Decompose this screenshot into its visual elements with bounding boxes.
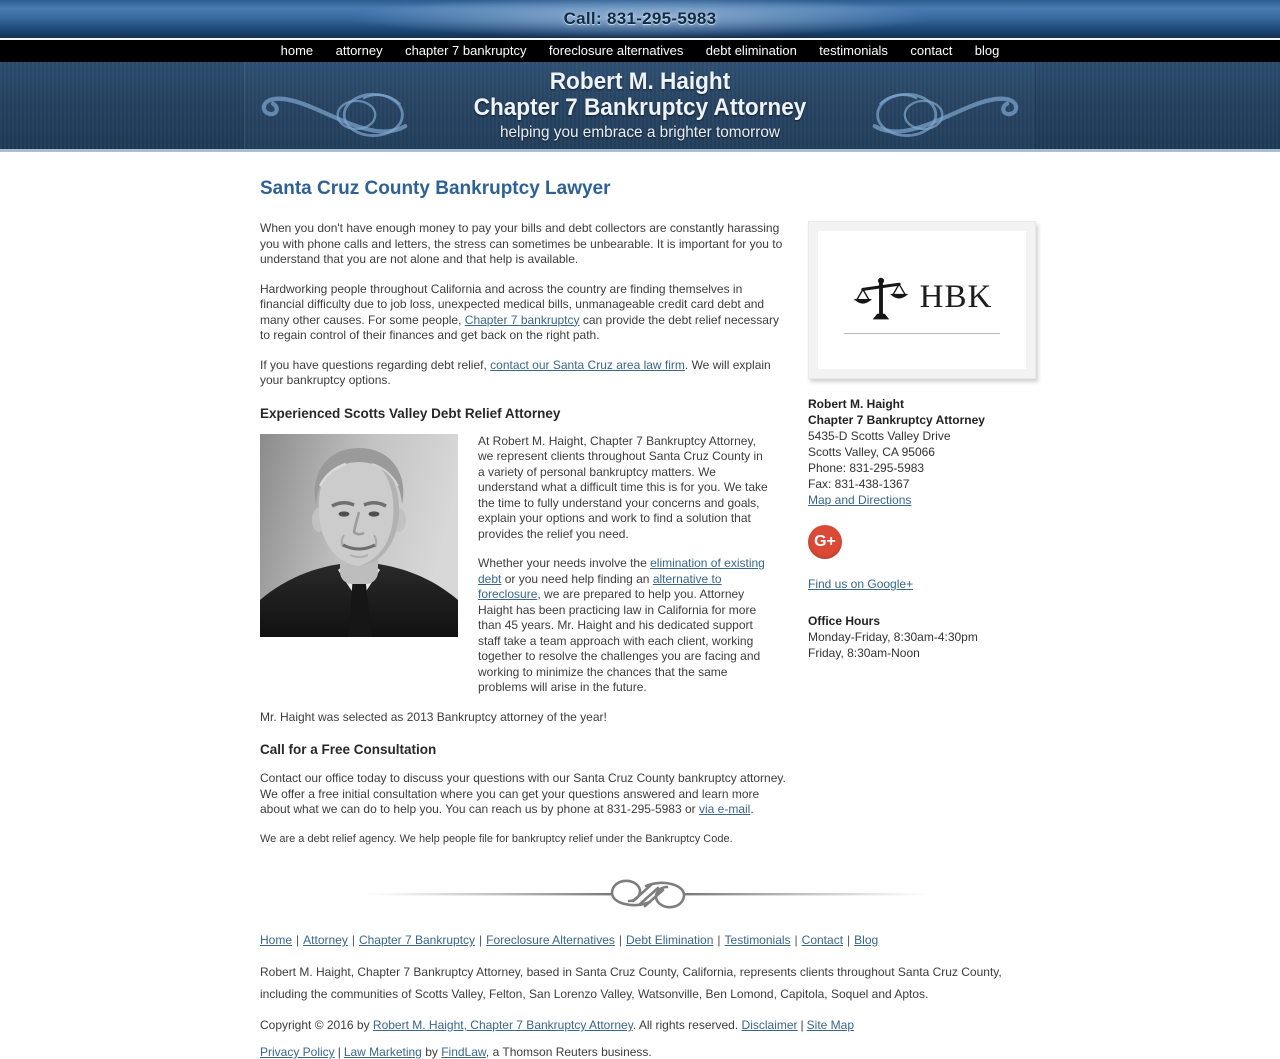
sitemap-link[interactable]: Site Map bbox=[806, 1018, 855, 1032]
nav-item-testimonials[interactable]: testimonials bbox=[819, 43, 888, 58]
attorney-paragraph-1: At Robert M. Haight, Chapter 7 Bankruptcy Attorney, we represent clients throughout Santa Cruz County in a variety of personal bankruptcy matters. We understand what a difficult time this is for you. We take the time to fully understand your concerns and goals, explain your options and work to find a solution that provides the relief you need. bbox=[478, 433, 768, 541]
privacy-line-text: by bbox=[421, 1045, 442, 1059]
firm-logo-text: HBK bbox=[919, 279, 993, 315]
law-marketing-link[interactable]: Law Marketing bbox=[343, 1045, 422, 1059]
nav-item-blog[interactable]: blog bbox=[974, 43, 1000, 58]
footer-about-text: Robert M. Haight, Chapter 7 Bankruptcy Attorney, based in Santa Cruz County, California, represents clients throughout Santa Cruz County, including the communities of Scotts Valley, Felton, San Lorenzo Valley, Watsonville, Ben Lomond, Capitola, Soquel and Aptos. bbox=[260, 965, 1002, 1001]
paragraph-text: , we are prepared to help you. Attorney Haight has been practicing law in California for more than 45 years. Mr. Haight and his dedicated support staff take a team approach with each client, working together to resolve the challenges you are facing and working to minimize the chances that the same problems will arise in the future. bbox=[478, 587, 761, 694]
top-call-bar bbox=[0, 0, 1280, 38]
separator: | bbox=[479, 933, 483, 947]
footer-link-testimonials[interactable]: Testimonials bbox=[724, 933, 791, 947]
copyright-line bbox=[260, 1018, 1036, 1032]
separator: | bbox=[847, 933, 851, 947]
separator: | bbox=[296, 933, 300, 947]
nav-item-home[interactable]: home bbox=[280, 43, 314, 58]
office-hours-weekdays: Monday-Friday, 8:30am-4:30pm bbox=[808, 630, 978, 644]
map-directions-link[interactable]: Map and Directions bbox=[808, 493, 912, 507]
debt-elimination-link[interactable]: elimination of existing debt bbox=[478, 556, 765, 586]
separator: | bbox=[337, 1045, 341, 1059]
paragraph-text: Whether your needs involve the bbox=[478, 556, 651, 570]
paragraph-text: If you have questions regarding debt relief, bbox=[260, 357, 491, 372]
paragraph-text: Contact our office today to discuss your questions with our Santa Cruz County bankruptcy attorney. We offer a free initial consultation where you can get your questions answered and learn more about what we can do to help you. You can reach us by phone at 831-295-5983 or bbox=[260, 771, 786, 816]
sidebar bbox=[808, 152, 1036, 847]
paragraph-text: . bbox=[750, 802, 754, 816]
separator: | bbox=[717, 933, 721, 947]
site-title-name: Robert M. Haight bbox=[549, 68, 731, 95]
nav-item-attorney[interactable]: attorney bbox=[335, 43, 383, 58]
footer-link-blog[interactable]: Blog bbox=[854, 933, 879, 947]
privacy-policy-link[interactable]: Privacy Policy bbox=[260, 1045, 335, 1059]
privacy-line-text: , a Thomson Reuters business. bbox=[485, 1045, 652, 1059]
attorney-section-heading: Experienced Scotts Valley Debt Relief Attorney bbox=[260, 405, 561, 421]
findlaw-link[interactable]: FindLaw bbox=[441, 1045, 486, 1059]
contact-name: Robert M. Haight bbox=[808, 397, 904, 411]
footer bbox=[260, 933, 1036, 1059]
attorney-section bbox=[260, 434, 788, 696]
google-plus-link[interactable]: Find us on Google+ bbox=[808, 577, 914, 591]
flourish-divider-icon bbox=[348, 873, 948, 915]
contact-phone: Phone: 831-295-5983 bbox=[808, 461, 925, 475]
intro-paragraph-2 bbox=[260, 282, 788, 344]
paragraph-text: or you need help finding an bbox=[501, 571, 653, 586]
footer-link-attorney[interactable]: Attorney bbox=[303, 933, 348, 947]
office-hours-friday: Friday, 8:30am-Noon bbox=[808, 646, 920, 660]
intro-paragraph-1 bbox=[260, 221, 788, 268]
separator: | bbox=[351, 933, 355, 947]
call-phone-number: Call: 831-295-5983 bbox=[563, 9, 717, 28]
contact-law-firm-link[interactable]: contact our Santa Cruz area law firm bbox=[490, 357, 685, 372]
contact-fax: Fax: 831-438-1367 bbox=[808, 477, 910, 491]
footer-link-home[interactable]: Home bbox=[260, 933, 293, 947]
footer-nav bbox=[260, 933, 1036, 947]
masthead-inner-panel bbox=[244, 62, 1036, 149]
site-tagline: helping you embrace a brighter tomorrow bbox=[499, 124, 781, 141]
scales-of-justice-icon bbox=[852, 273, 910, 323]
intro-paragraph-1-text: When you don't have enough money to pay your bills and debt collectors are constantly harassing you with phone calls and letters, the stress can sometimes be unbearable. It is important for you to understand that you are not alone and that help is available. bbox=[260, 221, 783, 266]
main-nav bbox=[0, 38, 1280, 62]
firm-logo-frame bbox=[808, 221, 1036, 379]
main-content bbox=[260, 152, 788, 847]
footer-link-debt-elimination[interactable]: Debt Elimination bbox=[626, 933, 714, 947]
copyright-text: Copyright © 2016 by bbox=[260, 1018, 373, 1032]
chapter7-bankruptcy-link[interactable]: Chapter 7 bankruptcy bbox=[464, 312, 580, 327]
contact-address-line2: Scotts Valley, CA 95066 bbox=[808, 445, 935, 459]
nav-item-debt-elimination[interactable]: debt elimination bbox=[705, 43, 797, 58]
office-hours-heading: Office Hours bbox=[808, 614, 881, 628]
paragraph-text: . We will explain your bankruptcy options. bbox=[260, 357, 771, 387]
attorney-description bbox=[478, 434, 768, 696]
page-title: Santa Cruz County Bankruptcy Lawyer bbox=[260, 178, 611, 199]
page-container bbox=[260, 152, 1036, 1059]
nav-item-contact[interactable]: contact bbox=[910, 43, 953, 58]
footer-link-contact[interactable]: Contact bbox=[801, 933, 844, 947]
separator: | bbox=[618, 933, 623, 947]
paragraph-text: Hardworking people throughout California and across the country are finding themselves in financial difficulty due to job loss, unexpected medical bills, unmanageable credit card debt and many other causes. For some people, bbox=[260, 281, 765, 327]
contact-info-block bbox=[808, 396, 1036, 508]
nav-item-foreclosure[interactable]: foreclosure alternatives bbox=[548, 43, 684, 58]
copyright-firm-link[interactable]: Robert M. Haight, Chapter 7 Bankruptcy Attorney bbox=[372, 1018, 633, 1032]
separator: | bbox=[800, 1018, 804, 1032]
nav-item-chapter7[interactable]: chapter 7 bankruptcy bbox=[405, 43, 527, 58]
footer-link-chapter7[interactable]: Chapter 7 Bankruptcy bbox=[358, 933, 476, 947]
paragraph-text: can provide the debt relief necessary to regain control of their finances and get back on the right path. bbox=[260, 312, 779, 342]
google-plus-icon[interactable]: G+ bbox=[808, 525, 842, 559]
consultation-paragraph bbox=[260, 771, 788, 818]
intro-paragraph-3 bbox=[260, 358, 788, 389]
contact-title: Chapter 7 Bankruptcy Attorney bbox=[808, 413, 985, 427]
debt-relief-agency-line: We are a debt relief agency. We help people file for bankruptcy relief under the Bankruptcy Code. bbox=[260, 832, 733, 845]
footer-link-foreclosure[interactable]: Foreclosure Alternatives bbox=[486, 933, 615, 947]
copyright-text: . All rights reserved. bbox=[632, 1018, 742, 1032]
firm-logo bbox=[818, 231, 1026, 369]
privacy-line bbox=[260, 1045, 1036, 1059]
foreclosure-alternative-link[interactable]: alternative to foreclosure bbox=[478, 571, 722, 601]
attorney-portrait-photo bbox=[260, 434, 458, 637]
separator: | bbox=[794, 933, 798, 947]
attorney-paragraph-2 bbox=[478, 556, 768, 696]
disclaimer-link[interactable]: Disclaimer bbox=[741, 1018, 798, 1032]
award-line: Mr. Haight was selected as 2013 Bankruptcy attorney of the year! bbox=[260, 709, 607, 724]
consultation-heading: Call for a Free Consultation bbox=[260, 742, 437, 757]
contact-address-line1: 5435-D Scotts Valley Drive bbox=[808, 429, 951, 443]
site-title-practice: Chapter 7 Bankruptcy Attorney bbox=[473, 94, 807, 121]
site-title-block bbox=[244, 69, 1036, 144]
email-link[interactable]: via e-mail bbox=[699, 802, 751, 816]
masthead-banner bbox=[0, 62, 1280, 152]
